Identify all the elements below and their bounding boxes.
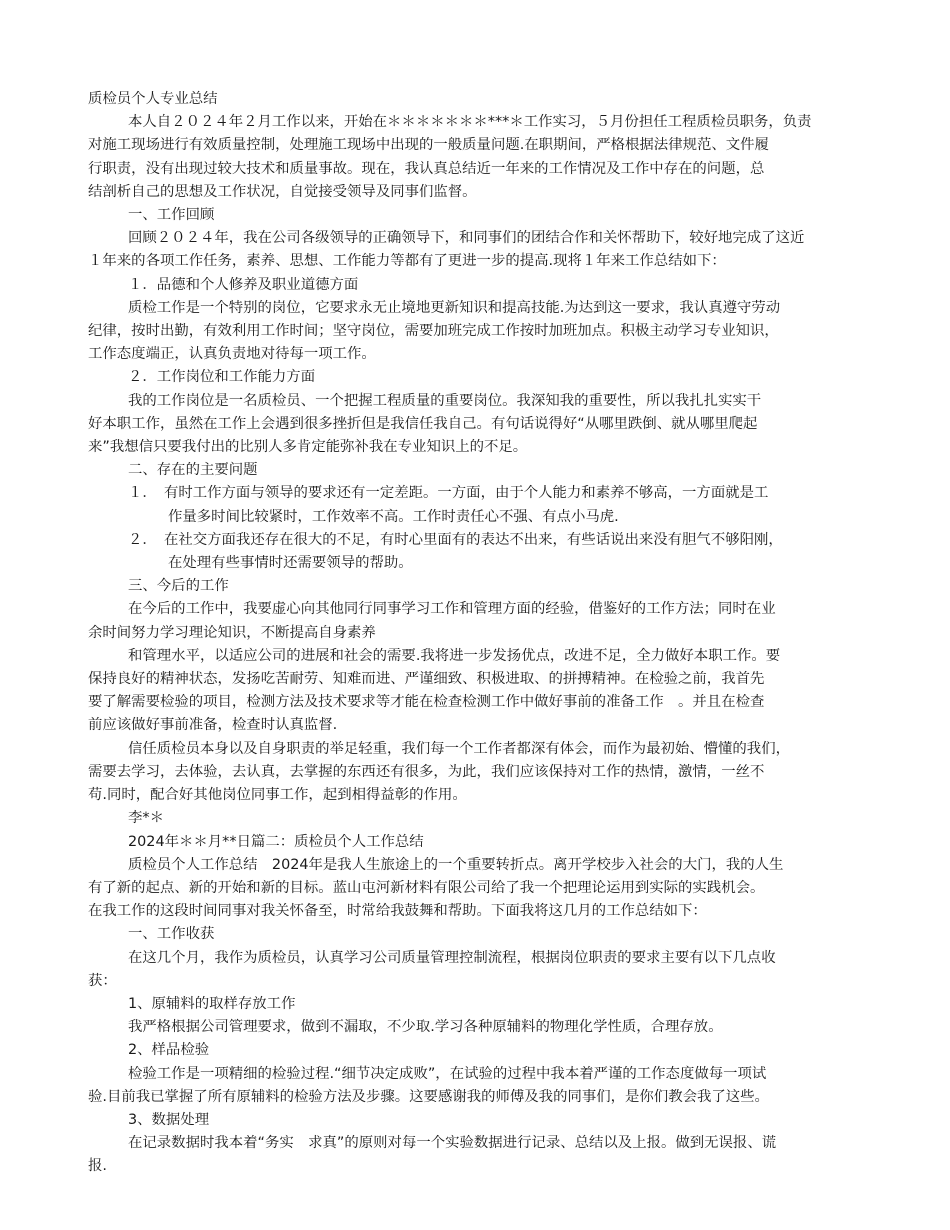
text-line: 和管理水平，以适应公司的进展和社会的需要.我将进一步发扬优点，改进不足，全力做好本职工作。要 <box>128 647 781 664</box>
text-line: 3、数据处理 <box>128 1111 210 1128</box>
text-line: 我严格根据公司管理要求，做到不漏取，不少取.学习各种原辅料的物理化学性质，合理存放。 <box>128 1019 723 1036</box>
text-line: 检验工作是一项精细的检验过程.“细节决定成败”，在试验的过程中我本着严谨的工作态度做每一项试 <box>128 1065 767 1082</box>
text-line: 质检工作是一个特别的岗位，它要求永无止境地更新知识和提高技能.为达到这一要求，我认真遵守劳动 <box>128 299 781 316</box>
text-line: 工作态度端正，认真负责地对待每一项工作。 <box>88 346 376 363</box>
text-line: 在处理有些事情时还需要领导的帮助。 <box>168 555 413 572</box>
text-line: 结剖析自己的思想及工作状况，自觉接受领导及同事们监督。 <box>88 183 477 200</box>
text-line: 需要去学习，去体验，去认真，去掌握的东西还有很多，为此，我们应该保持对工作的热情，激情，一丝不 <box>88 763 765 780</box>
text-line: 1、原辅料的取样存放工作 <box>128 995 296 1012</box>
document-title: 质检员个人专业总结 <box>88 91 218 107</box>
text-line: 来”我想信只要我付出的比别人多肯定能弥补我在专业知识上的不足。 <box>88 439 528 456</box>
text-line: 在记录数据时我本着“务实 求真”的原则对每一个实验数据进行记录、总结以及上报。做到无误报、谎 <box>128 1135 777 1152</box>
text-line: 二、存在的主要问题 <box>128 462 258 479</box>
text-line: 作量多时间比较紧时，工作效率不高。工作时责任心不强、有点小马虎. <box>168 508 619 525</box>
text-line: 在今后的工作中，我要虚心向其他同行同事学习工作和管理方面的经验，借鉴好的工作方法；同时在业 <box>128 601 776 618</box>
text-line: 要了解需要检验的项目，检测方法及技术要求等才能在检查检测工作中做好事前的准备工作 。并且在检查 <box>88 694 765 711</box>
text-line: 在我工作的这段时间同事对我关怀备至，时常给我鼓舞和帮助。下面我将这几月的工作总结如下： <box>88 903 707 920</box>
text-line: 余时间努力学习理论知识，不断提高自身素养 <box>88 624 376 641</box>
text-line: 信任质检员本身以及自身职责的举足轻重，我们每一个工作者都深有体会，而作为最初始、懵懂的我们， <box>128 740 790 757</box>
text-line: 苟.同时，配合好其他岗位同事工作，起到相得益彰的作用。 <box>88 787 467 804</box>
text-line: 2024年＊＊月**日篇二：质检员个人工作总结 <box>128 833 424 850</box>
text-line: 一、工作收获 <box>128 926 215 943</box>
text-line: 我的工作岗位是一名质检员、一个把握工程质量的重要岗位。我深知我的重要性，所以我扎扎实实干 <box>128 392 762 409</box>
text-line: 获： <box>88 972 117 989</box>
text-line: 本人自２０２４年２月工作以来，开始在＊＊＊＊＊＊＊***＊工作实习，５月份担任工程质检员职务，负责 <box>128 114 812 131</box>
text-line: 保持良好的精神状态，发扬吃苦耐劳、知难而进、严谨细致、积极进取、的拼搏精神。在检验之前，我首先 <box>88 671 765 688</box>
text-line: 验.目前我已掌握了所有原辅料的检验方法及步骤。这要感谢我的师傅及我的同事们，是你们教会我了这些。 <box>88 1088 769 1105</box>
text-line: 质检员个人工作总结 2024年是我人生旅途上的一个重要转折点。离开学校步入社会的大门，我的人生 <box>128 856 784 873</box>
text-line: 2、样品检验 <box>128 1042 210 1059</box>
text-line: １年来的各项工作任务，素养、思想、工作能力等都有了更进一步的提高.现将１年来工作总结如下： <box>88 253 726 270</box>
text-line: 三、今后的工作 <box>128 578 229 595</box>
text-line: ２． 在社交方面我还存在很大的不足，有时心里面有的表达不出来，有些话说出来没有胆气不够阳刚， <box>128 531 783 548</box>
text-line: 前应该做好事前准备，检查时认真监督. <box>88 717 338 734</box>
text-line: 报. <box>88 1158 107 1175</box>
text-line: 好本职工作，虽然在工作上会遇到很多挫折但是我信任我自己。有句话说得好“从哪里跌倒、就从哪里爬起 <box>88 415 758 432</box>
text-line: 有了新的起点、新的开始和新的目标。蓝山屯河新材料有限公司给了我一个把理论运用到实际的实践机会。 <box>88 879 765 896</box>
text-line: １．品德和个人修养及职业道德方面 <box>128 276 359 293</box>
text-line: 行职责，没有出现过较大技术和质量事故。现在，我认真总结近一年来的工作情况及工作中存在的问题，总 <box>88 160 765 177</box>
text-line: ２．工作岗位和工作能力方面 <box>128 369 316 386</box>
text-line: 在这几个月，我作为质检员，认真学习公司质量管理控制流程，根据岗位职责的要求主要有以下几点收 <box>128 949 776 966</box>
text-line: 李*＊ <box>128 810 164 827</box>
text-line: 回顾２０２４年，我在公司各级领导的正确领导下，和同事们的团结合作和关怀帮助下，较好地完成了这近 <box>128 230 805 247</box>
text-line: 纪律，按时出勤，有效利用工作时间；坚守岗位，需要加班完成工作按时加班加点。积极主动学习专业知识， <box>88 323 779 340</box>
text-line: １． 有时工作方面与领导的要求还有一定差距。一方面，由于个人能力和素养不够高，一方面就是工 <box>128 485 769 502</box>
text-line: 对施工现场进行有效质量控制，处理施工现场中出现的一般质量问题.在职期间，严格根据法律规范、文件履 <box>88 137 769 154</box>
text-line: 一、工作回顾 <box>128 207 215 224</box>
